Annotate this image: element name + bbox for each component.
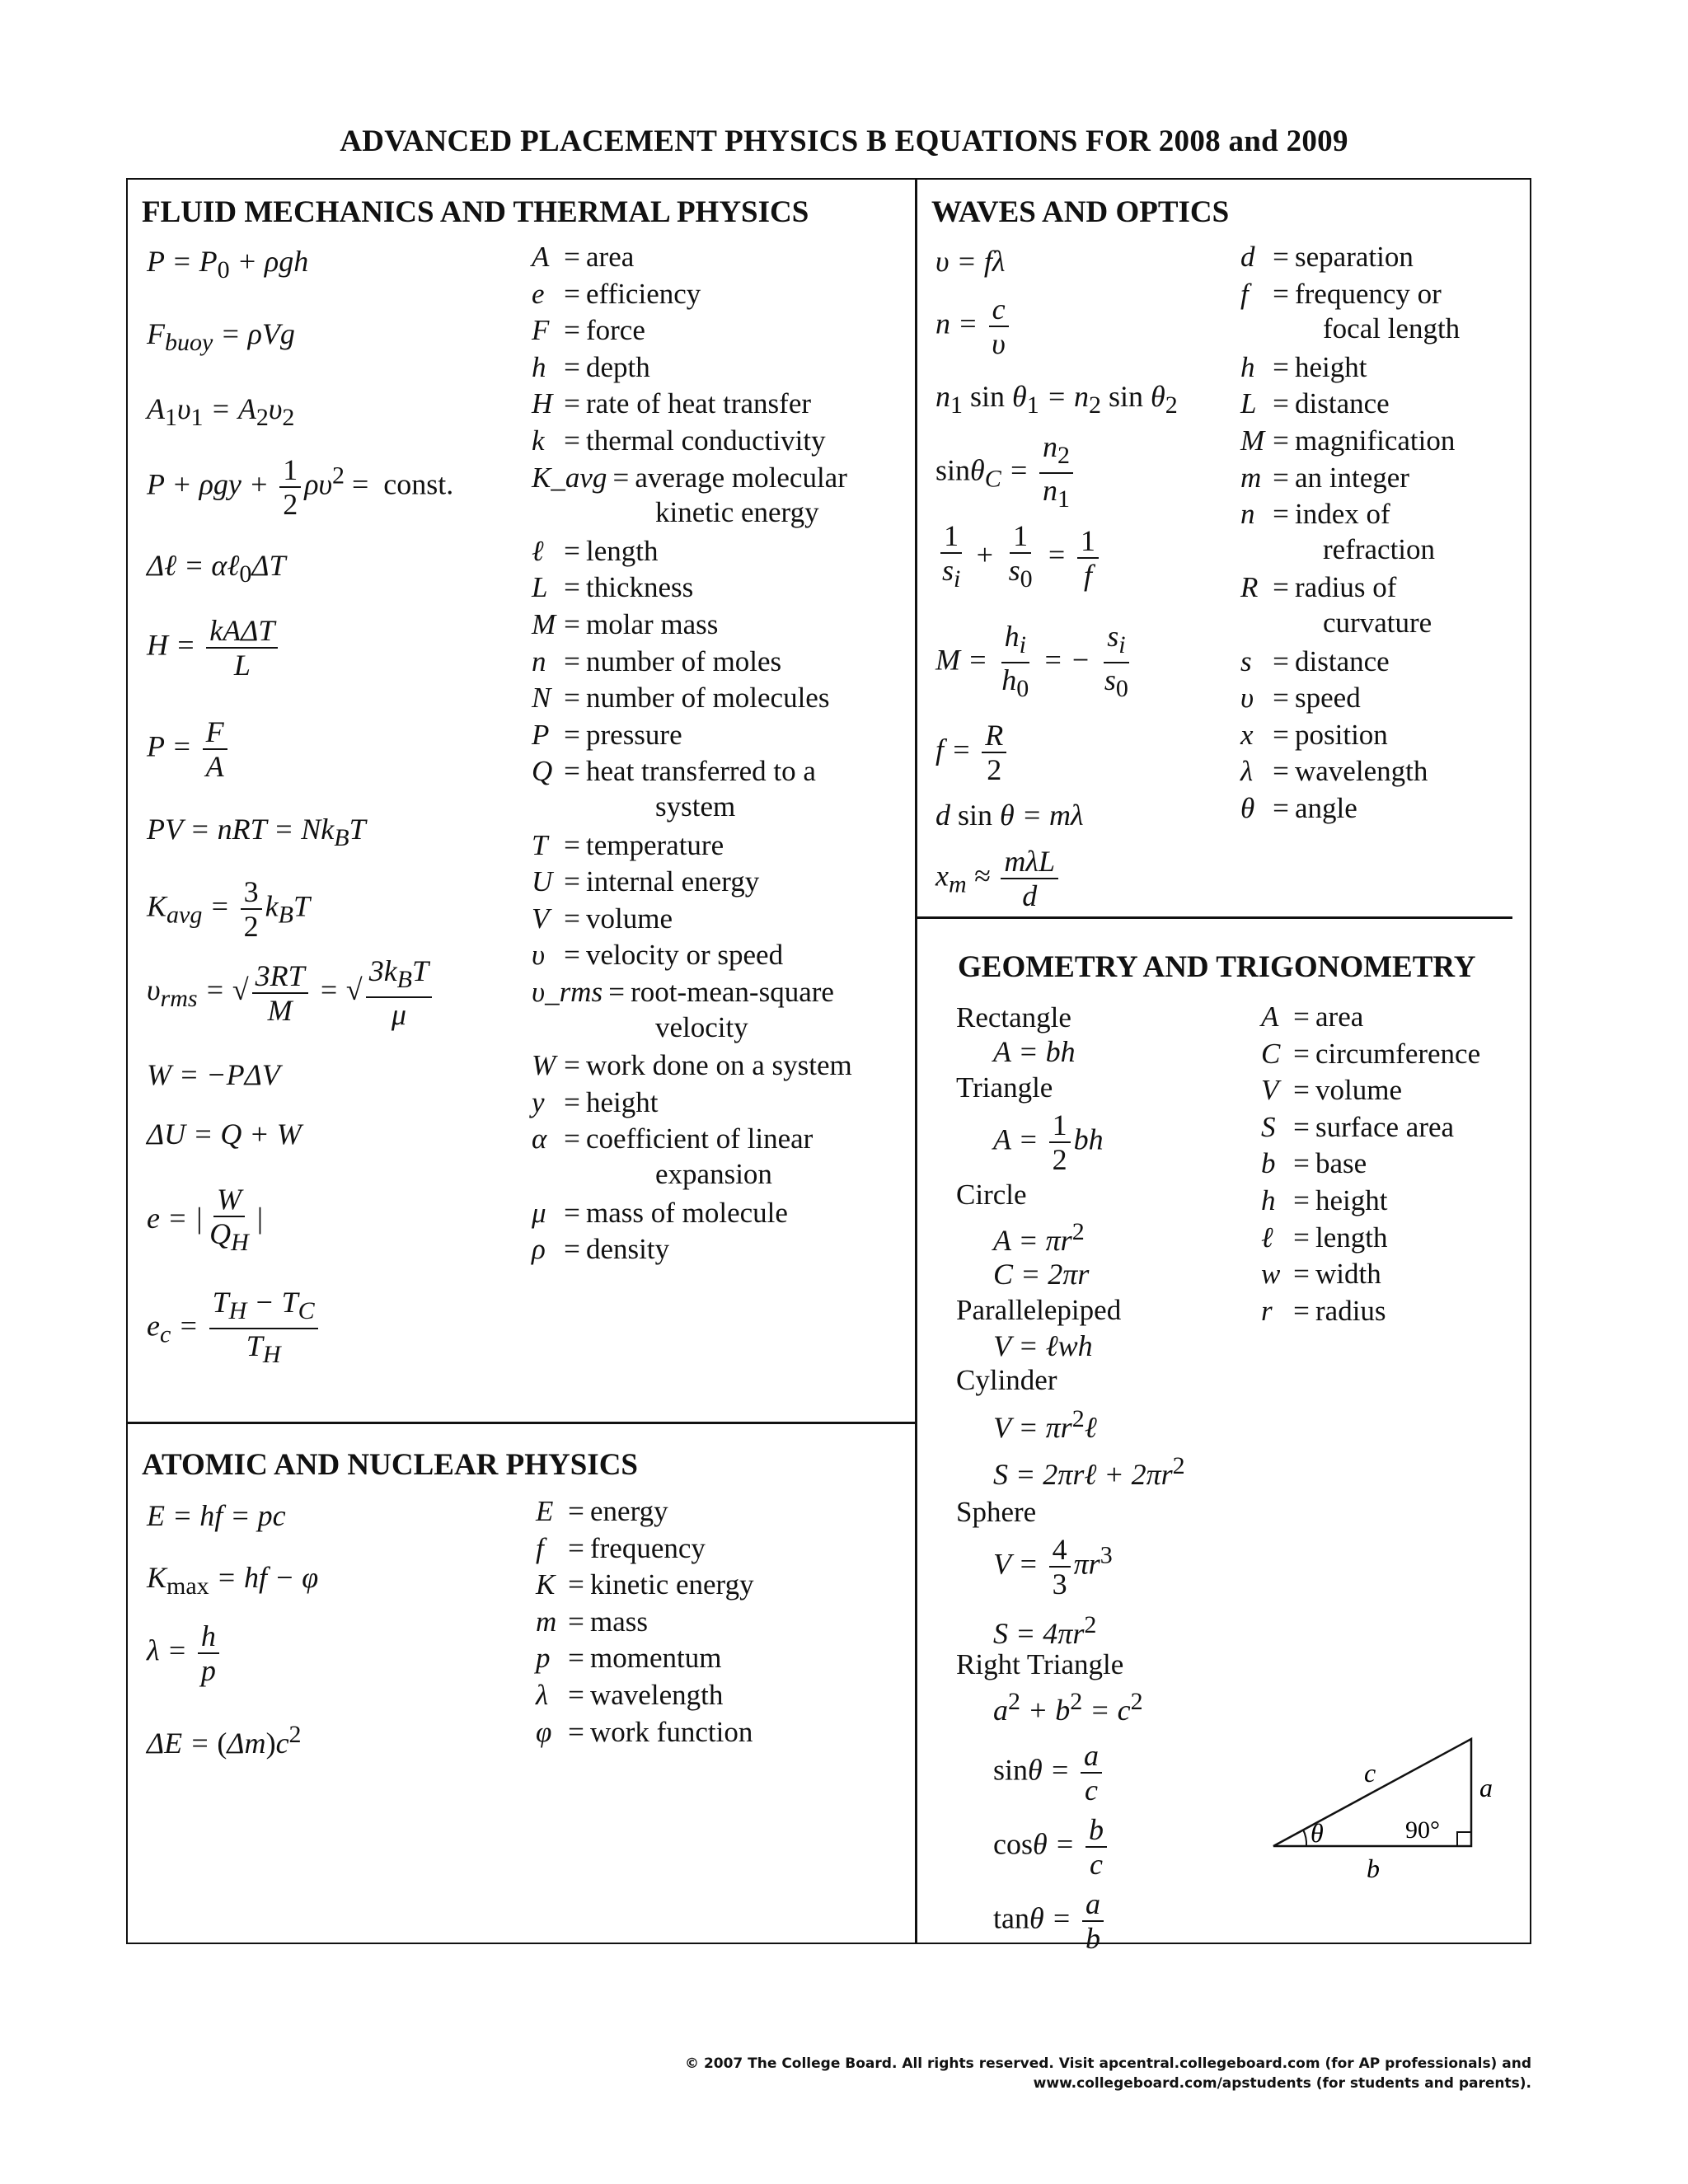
variable-symbol: φ <box>536 1715 552 1748</box>
variable-meaning: frequency <box>590 1531 706 1564</box>
equation: $K_{max}$ = hf − φ <box>147 1561 319 1601</box>
variable-meaning: volume <box>586 902 673 935</box>
equals-sign: = <box>568 1715 584 1748</box>
definition-continuation: curvature <box>1323 607 1432 639</box>
variable-definition <box>532 717 682 753</box>
equation: $F_{buoy} = \rho Vg$ <box>147 317 295 357</box>
variable-symbol: s <box>1240 644 1252 677</box>
variable-symbol: K_avg <box>532 461 607 494</box>
variable-symbol: V <box>1261 1074 1279 1107</box>
variable-meaning: pressure <box>586 718 682 751</box>
triangle-label-c: c <box>1364 1758 1376 1788</box>
variable-symbol: θ <box>1240 792 1255 824</box>
variable-definition <box>532 533 658 569</box>
equals-sign: = <box>1293 1074 1310 1107</box>
variable-definition <box>532 239 634 275</box>
equation: $\frac{1}{s_i}$ + $\frac{1}{s_0}$ = $\frac{1}{f}$ <box>935 519 1102 596</box>
variable-definition <box>1240 349 1367 386</box>
shape-label: Right Triangle <box>956 1648 1124 1680</box>
equals-sign: = <box>608 976 625 1008</box>
variable-meaning: angle <box>1295 792 1357 824</box>
equation: W = −PΔV <box>147 1058 280 1091</box>
variable-definition <box>532 276 701 312</box>
equation: $e_c$ = $\frac{T_H - T_C}{T_H}$ <box>147 1286 321 1371</box>
shape-label: Parallelepiped <box>956 1294 1122 1326</box>
variable-definition <box>1240 790 1357 827</box>
variable-symbol: λ <box>1240 755 1254 788</box>
triangle-label-theta: θ <box>1311 1818 1324 1848</box>
variable-meaning: area <box>586 241 635 273</box>
variable-definition <box>532 423 826 459</box>
variable-meaning: rate of heat transfer <box>586 387 812 420</box>
variable-symbol: L <box>1240 387 1257 420</box>
equals-sign: = <box>568 1531 584 1564</box>
variable-symbol: E <box>536 1495 554 1527</box>
variable-definition <box>532 569 693 606</box>
variable-definition <box>536 1677 723 1713</box>
variable-definition <box>1261 1109 1454 1146</box>
variable-symbol: λ <box>536 1679 549 1711</box>
definition-continuation: velocity <box>655 1010 748 1043</box>
variable-meaning: number of moles <box>586 644 782 677</box>
variable-definition <box>532 864 759 900</box>
waves-heading: WAVES AND OPTICS <box>931 195 1230 229</box>
equals-sign: = <box>564 644 580 677</box>
variable-meaning: height <box>1315 1184 1388 1216</box>
variable-symbol: U <box>532 865 553 898</box>
variable-symbol: Q <box>532 755 553 788</box>
equation: n = $\frac{c}{\upsilon}$ <box>935 293 1012 360</box>
variable-symbol: S <box>1261 1110 1276 1143</box>
shape-label: Rectangle <box>956 1001 1071 1033</box>
equals-sign: = <box>564 424 580 457</box>
variable-definition <box>1240 460 1409 496</box>
variable-meaning: temperature <box>586 828 724 861</box>
equation: V = ℓwh <box>993 1329 1093 1362</box>
equals-sign: = <box>564 314 580 347</box>
variable-meaning: length <box>586 534 659 567</box>
column-divider <box>915 178 917 1944</box>
equation: P = $\frac{F}{A}$ <box>147 715 231 783</box>
equals-sign: = <box>1293 1258 1310 1291</box>
footer-line-2: www.collegeboard.com/apstudents (for students and parents). <box>1033 2075 1531 2092</box>
variable-meaning: molar mass <box>586 608 719 640</box>
equals-sign: = <box>568 1679 584 1711</box>
variable-symbol: k <box>532 424 545 457</box>
variable-definition <box>532 1047 852 1084</box>
variable-symbol: n <box>532 644 546 677</box>
equals-sign: = <box>564 277 580 310</box>
right-section-divider <box>915 916 1512 919</box>
equals-sign: = <box>564 241 580 273</box>
variable-meaning: depth <box>586 350 650 383</box>
equals-sign: = <box>564 755 580 788</box>
variable-symbol: K <box>536 1568 556 1601</box>
variable-symbol: N <box>532 682 551 715</box>
shape-label: Cylinder <box>956 1364 1057 1396</box>
equals-sign: = <box>1293 1221 1310 1254</box>
equals-sign: = <box>564 1233 580 1266</box>
definition-continuation: expansion <box>655 1158 772 1190</box>
definition-continuation: system <box>655 790 736 823</box>
equals-sign: = <box>568 1605 584 1638</box>
variable-symbol: e <box>532 277 545 310</box>
variable-definition <box>532 386 811 422</box>
variable-definition <box>536 1567 754 1603</box>
variable-meaning: width <box>1315 1258 1381 1291</box>
variable-meaning: root-mean-square <box>631 976 834 1008</box>
variable-symbol: m <box>536 1605 557 1638</box>
equation: λ = $\frac{h}{p}$ <box>147 1619 223 1687</box>
equation: sinθ$_C$ = $\frac{n_2}{n_1}$ <box>935 430 1076 516</box>
equals-sign: = <box>1273 241 1289 273</box>
variable-symbol: f <box>1240 277 1249 310</box>
equation: $S = 4\pi r^2$ <box>993 1611 1097 1650</box>
equals-sign: = <box>564 350 580 383</box>
variable-definition <box>532 312 645 349</box>
equation: $a^2 + b^2 = c^2$ <box>993 1688 1143 1727</box>
variable-meaning: mass of molecule <box>586 1196 788 1229</box>
variable-meaning: an integer <box>1295 461 1409 494</box>
variable-meaning: mass <box>590 1605 648 1638</box>
equals-sign: = <box>1273 350 1289 383</box>
variable-meaning: circumference <box>1315 1037 1481 1070</box>
variable-meaning: energy <box>590 1495 668 1527</box>
atomic-heading: ATOMIC AND NUCLEAR PHYSICS <box>142 1448 639 1482</box>
equation: S = 2πrℓ + $2\pi r^2$ <box>993 1452 1185 1491</box>
equals-sign: = <box>1273 387 1289 420</box>
equals-sign: = <box>1273 792 1289 824</box>
variable-meaning: radius <box>1315 1294 1386 1327</box>
variable-meaning: magnification <box>1295 424 1456 457</box>
variable-meaning: radius of <box>1295 571 1397 604</box>
equals-sign: = <box>564 1122 580 1155</box>
equals-sign: = <box>1273 644 1289 677</box>
equals-sign: = <box>1273 571 1289 604</box>
variable-meaning: speed <box>1295 682 1361 715</box>
variable-meaning: surface area <box>1315 1110 1455 1143</box>
variable-symbol: p <box>536 1642 551 1675</box>
variable-definition <box>1240 717 1388 753</box>
equation: $A_1\upsilon_1 = A_2\upsilon_2$ <box>147 392 295 432</box>
equals-sign: = <box>564 1196 580 1229</box>
variable-definition <box>532 974 834 1010</box>
variable-meaning: kinetic energy <box>590 1568 754 1601</box>
variable-meaning: wavelength <box>1295 755 1428 788</box>
variable-symbol: h <box>532 350 546 383</box>
equation: A = $\frac{1}{2}$ bh <box>993 1108 1104 1176</box>
equals-sign: = <box>564 534 580 567</box>
variable-definition <box>1240 423 1455 459</box>
equals-sign: = <box>564 865 580 898</box>
variable-definition <box>532 1195 788 1231</box>
variable-symbol: T <box>532 828 548 861</box>
variable-symbol: h <box>1261 1184 1276 1216</box>
variable-definition <box>1261 999 1363 1035</box>
variable-definition <box>532 1085 658 1121</box>
variable-definition <box>532 1121 813 1157</box>
variable-meaning: heat transferred to a <box>586 755 816 788</box>
equation: e = | $\frac{W}{Q_H}$ | <box>147 1183 264 1257</box>
variable-meaning: distance <box>1295 644 1390 677</box>
definition-continuation: focal length <box>1323 312 1461 345</box>
equation: $\upsilon_{rms}$ = √ $\frac{3RT}{M}$ = √ $\frac{3k_BT}{\mu}$ <box>147 954 435 1031</box>
equals-sign: = <box>564 682 580 715</box>
variable-symbol: b <box>1261 1147 1276 1180</box>
shape-label: Triangle <box>956 1071 1053 1104</box>
variable-definition <box>1240 569 1396 606</box>
variable-symbol: α <box>532 1122 547 1155</box>
equation: f = $\frac{R}{2}$ <box>935 719 1010 786</box>
variable-symbol: υ_rms <box>532 976 603 1008</box>
equals-sign: = <box>1293 1037 1310 1070</box>
variable-meaning: position <box>1295 718 1388 751</box>
variable-symbol: M <box>532 608 556 640</box>
variable-definition <box>1261 1293 1386 1329</box>
variable-definition <box>536 1493 668 1530</box>
equation: V = $\frac{4}{3}$ $\pi r^3$ <box>993 1533 1113 1601</box>
variable-symbol: V <box>532 902 550 935</box>
left-section-divider <box>126 1422 916 1424</box>
variable-meaning: wavelength <box>590 1679 724 1711</box>
equals-sign: = <box>1293 1184 1310 1216</box>
equals-sign: = <box>1293 1110 1310 1143</box>
variable-symbol: H <box>532 387 553 420</box>
variable-definition <box>532 644 781 680</box>
equals-sign: = <box>564 902 580 935</box>
equals-sign: = <box>1293 1001 1310 1033</box>
variable-symbol: ρ <box>532 1233 546 1266</box>
variable-symbol: L <box>532 571 548 604</box>
variable-symbol: υ <box>1240 682 1254 715</box>
variable-symbol: x <box>1240 718 1254 751</box>
variable-definition <box>532 827 724 864</box>
equals-sign: = <box>568 1568 584 1601</box>
shape-label: Sphere <box>956 1496 1037 1528</box>
variable-symbol: R <box>1240 571 1259 604</box>
equation: $n_1$ $\sin \theta_1 = n_2$ $\sin \theta_2$ <box>935 380 1178 419</box>
variable-definition <box>536 1714 753 1750</box>
variable-definition <box>1240 386 1390 422</box>
page-title: ADVANCED PLACEMENT PHYSICS B EQUATIONS FOR 2008 and 2009 <box>340 124 1348 158</box>
right-triangle-diagram <box>1261 1722 1508 1887</box>
variable-meaning: internal energy <box>586 865 760 898</box>
variable-meaning: coefficient of linear <box>586 1122 814 1155</box>
definition-continuation: kinetic energy <box>655 496 819 529</box>
variable-symbol: A <box>532 241 550 273</box>
equals-sign: = <box>568 1495 584 1527</box>
equals-sign: = <box>1293 1147 1310 1180</box>
variable-symbol: h <box>1240 350 1255 383</box>
footer-line-1: © 2007 The College Board. All rights reserved. Visit apcentral.collegeboard.com (for AP professionals) and <box>685 2055 1531 2072</box>
variable-meaning: base <box>1315 1147 1367 1180</box>
equals-sign: = <box>1293 1294 1310 1327</box>
variable-symbol: w <box>1261 1258 1281 1291</box>
variable-meaning: average molecular <box>635 461 847 494</box>
equation: PV = nRT = $Nk_BT$ <box>147 813 366 852</box>
variable-symbol: A <box>1261 1001 1279 1033</box>
variable-symbol: υ <box>532 939 546 972</box>
triangle-label-b: b <box>1367 1854 1380 1883</box>
variable-symbol: W <box>532 1049 556 1082</box>
variable-symbol: d <box>1240 241 1255 273</box>
equation: d sin θ = mλ <box>935 799 1084 832</box>
variable-meaning: momentum <box>590 1642 722 1675</box>
equals-sign: = <box>1273 498 1289 531</box>
equation: A = bh <box>993 1035 1076 1068</box>
fluid-heading: FLUID MECHANICS AND THERMAL PHYSICS <box>142 195 809 229</box>
variable-definition <box>1240 644 1390 680</box>
variable-meaning: force <box>586 314 645 347</box>
equation: $P = P_0 + \rho gh$ <box>147 245 309 284</box>
equals-sign: = <box>564 571 580 604</box>
variable-meaning: height <box>1295 350 1367 383</box>
variable-definition <box>1240 680 1361 716</box>
variable-meaning: index of <box>1295 498 1390 531</box>
definition-continuation: refraction <box>1323 532 1436 565</box>
variable-definition <box>1240 753 1428 790</box>
variable-definition <box>1261 1256 1381 1292</box>
variable-symbol: r <box>1261 1294 1273 1327</box>
variable-definition <box>532 753 816 790</box>
variable-meaning: number of molecules <box>586 682 830 715</box>
variable-symbol: μ <box>532 1196 546 1229</box>
equals-sign: = <box>564 1085 580 1118</box>
equation: $\Delta E = (\Delta m)c^2$ <box>147 1721 302 1760</box>
variable-symbol: f <box>536 1531 544 1564</box>
variable-symbol: C <box>1261 1037 1281 1070</box>
variable-meaning: work function <box>590 1715 753 1748</box>
variable-meaning: efficiency <box>586 277 701 310</box>
variable-definition <box>1240 276 1442 312</box>
equals-sign: = <box>564 939 580 972</box>
variable-symbol: M <box>1240 424 1265 457</box>
variable-definition <box>532 680 829 716</box>
variable-meaning: length <box>1315 1221 1388 1254</box>
equals-sign: = <box>1273 755 1289 788</box>
triangle-label-right-angle: 90° <box>1405 1816 1440 1844</box>
variable-definition <box>1261 1072 1402 1108</box>
equals-sign: = <box>1273 682 1289 715</box>
variable-meaning: height <box>586 1085 659 1118</box>
variable-definition <box>1261 1183 1387 1219</box>
variable-meaning: separation <box>1295 241 1414 273</box>
equals-sign: = <box>568 1642 584 1675</box>
variable-meaning: density <box>586 1233 670 1266</box>
variable-definition <box>536 1604 648 1640</box>
equals-sign: = <box>1273 718 1289 751</box>
variable-symbol: y <box>532 1085 545 1118</box>
triangle-label-a: a <box>1479 1773 1493 1802</box>
variable-definition <box>532 937 783 973</box>
variable-symbol: ℓ <box>1261 1221 1273 1254</box>
equals-sign: = <box>1273 461 1289 494</box>
variable-definition <box>1240 239 1414 275</box>
variable-symbol: P <box>532 718 550 751</box>
equation: Δℓ = αℓ$_0$ΔT <box>147 549 286 588</box>
variable-definition <box>1261 1036 1480 1072</box>
equation: $A = \pi r^2$ <box>993 1218 1085 1257</box>
equation: E = hf = pc <box>147 1499 286 1532</box>
copyright-footer <box>685 2054 1531 2093</box>
equation: tanθ = $\frac{a}{b}$ <box>993 1887 1107 1955</box>
variable-definition <box>532 460 847 496</box>
equation: $V = \pi r^2\ell$ <box>993 1405 1097 1444</box>
equation: $x_m$ ≈ $\frac{\text{mλL}}{d}$ <box>935 845 1062 912</box>
equation: P + ρgy + $\frac{1}{2}$ $\rho\upsilon^2$ = const. <box>147 453 454 521</box>
variable-definition <box>1261 1146 1367 1182</box>
equation: C = 2πr <box>993 1258 1090 1291</box>
equals-sign: = <box>564 387 580 420</box>
equation: ΔU = Q + W <box>147 1118 302 1151</box>
variable-meaning: volume <box>1315 1074 1402 1107</box>
equals-sign: = <box>1273 277 1289 310</box>
equation: H = $\frac{\text{kAΔT}}{L}$ <box>147 614 281 682</box>
equals-sign: = <box>564 828 580 861</box>
equals-sign: = <box>612 461 630 494</box>
variable-definition <box>532 607 718 643</box>
variable-meaning: thickness <box>586 571 694 604</box>
variable-definition <box>536 1640 721 1676</box>
variable-definition <box>532 901 673 937</box>
equals-sign: = <box>564 718 580 751</box>
variable-meaning: distance <box>1295 387 1390 420</box>
geometry-heading: GEOMETRY AND TRIGONOMETRY <box>958 950 1476 984</box>
variable-definition <box>536 1530 706 1567</box>
variable-definition <box>1240 496 1390 532</box>
variable-meaning: velocity or speed <box>586 939 784 972</box>
variable-meaning: thermal conductivity <box>586 424 826 457</box>
variable-meaning: work done on a system <box>586 1049 852 1082</box>
equation: sinθ = $\frac{a}{c}$ <box>993 1739 1105 1807</box>
shape-label: Circle <box>956 1179 1027 1211</box>
variable-symbol: ℓ <box>532 534 544 567</box>
equation: M = $\frac{h_i}{h_0}$ = − $\frac{s_i}{s_0}$ <box>935 620 1128 703</box>
variable-definition <box>532 349 650 386</box>
variable-meaning: frequency or <box>1295 277 1442 310</box>
equation: υ = fλ <box>935 245 1006 278</box>
equation: cosθ = $\frac{b}{c}$ <box>993 1813 1110 1881</box>
variable-symbol: m <box>1240 461 1262 494</box>
equals-sign: = <box>1273 424 1289 457</box>
variable-symbol: F <box>532 314 550 347</box>
equals-sign: = <box>564 1049 580 1082</box>
variable-definition <box>1261 1220 1387 1256</box>
variable-symbol: n <box>1240 498 1255 531</box>
variable-definition <box>532 1231 669 1268</box>
equation: $K_{avg}$ = $\frac{3}{2}$ $k_BT$ <box>147 875 310 943</box>
equals-sign: = <box>564 608 580 640</box>
variable-meaning: area <box>1315 1001 1364 1033</box>
